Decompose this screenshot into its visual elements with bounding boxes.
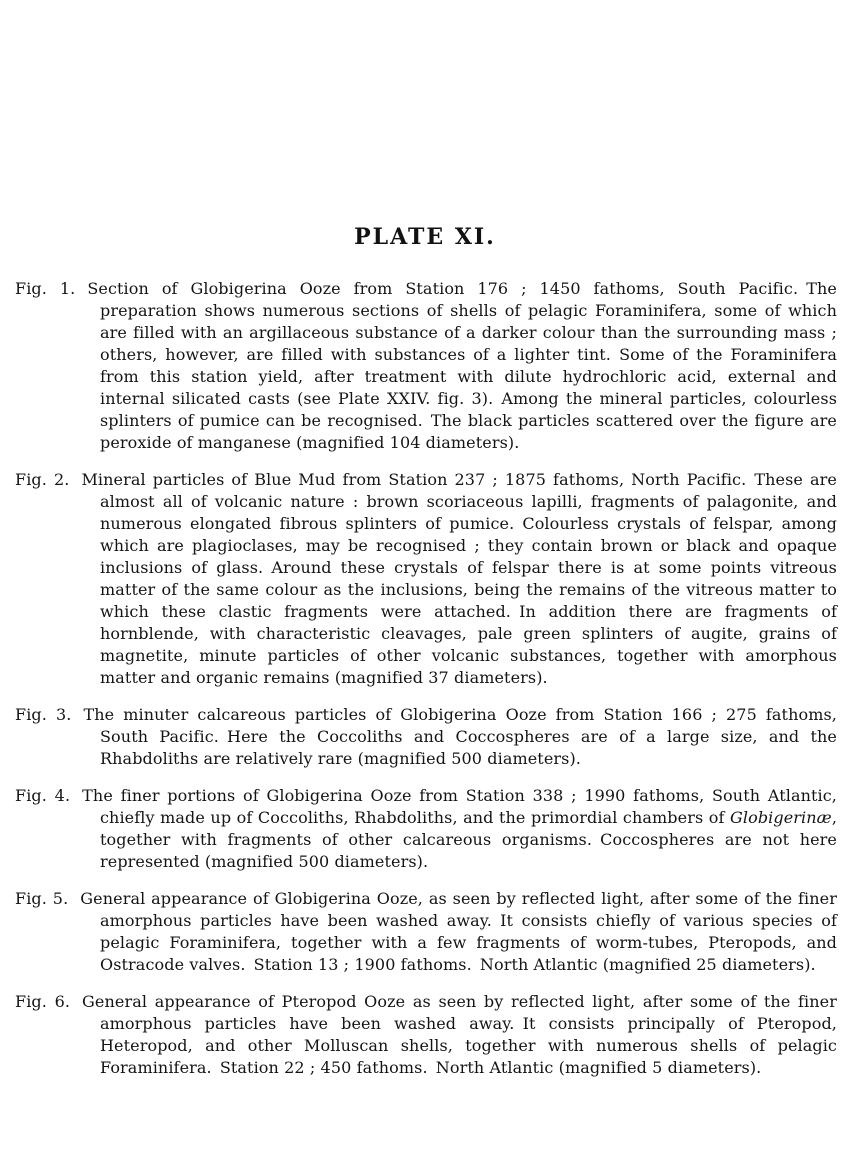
figure-caption-list [15, 278, 837, 1094]
figure-label: Fig. 5. [15, 889, 69, 908]
figure-entry [15, 278, 837, 454]
figure-label: Fig. 6. [15, 992, 71, 1011]
figure-label: Fig. 2. [15, 470, 70, 489]
figure-entry [15, 469, 837, 689]
figure-text: The minuter calcareous particles of Globigerina Ooze from Station 166 ; 275 fathoms, South Pacific. Here the Coccoliths and Coccospheres are of a large size, and the Rhabdoliths are relatively rare (magnified 500 diameters). [83, 705, 837, 768]
figure-entry [15, 991, 837, 1079]
figure-entry [15, 888, 837, 976]
figure-text: General appearance of Pteropod Ooze as seen by reflected light, after some of the finer amorphous particles have been washed away. It consists principally of Pteropod, Heteropod, and other Molluscan shells, together with numerous shells of pelagic Foraminifera. Station 22 ; 450 fathoms. North Atlantic (magnified 5 diameters). [82, 992, 837, 1077]
figure-label: Fig. 1. [15, 279, 76, 298]
figure-text: General appearance of Globigerina Ooze, as seen by reflected light, after some of the finer amorphous particles have been washed away. It consists chiefly of various species of pelagic Foraminifera, together with a few fragments of worm-tubes, Pteropods, and Ostracode valves. Station 13 ; 1900 fathoms. North Atlantic (magnified 25 diameters). [80, 889, 837, 974]
figure-label: Fig. 3. [15, 705, 72, 724]
figure-text: Section of Globigerina Ooze from Station 176 ; 1450 fathoms, South Pacific. The preparation shows numerous sections of shells of pelagic Foraminifera, some of which are filled with an argillaceous substance of a darker colour than the surrounding mass ; others, however, are filled with substances of a lighter tint. Some of the Foraminifera from this station yield, after treatment with dilute hydrochloric acid, external and internal silicated casts (see Plate XXIV. fig. 3). Among the mineral particles, colourless splinters of pumice can be recognised. The black particles scattered over the figure are peroxide of manganese (magnified 104 diameters). [87, 279, 837, 452]
figure-text: The finer portions of Globigerina Ooze from Station 338 ; 1990 fathoms, South Atlantic, chiefly made up of Coccoliths, Rhabdoliths, and the primordial chambers of Globigerinæ, together with fragments of other calcareous organisms. Coccospheres are not here represented (magnified 500 diameters). [82, 786, 837, 871]
figure-entry [15, 704, 837, 770]
figure-label: Fig. 4. [15, 786, 71, 805]
plate-title: PLATE XI. [354, 224, 496, 250]
figure-text: Mineral particles of Blue Mud from Station 237 ; 1875 fathoms, North Pacific. These are almost all of volcanic nature : brown scoriaceous lapilli, fragments of palagonite, and numerous elongated fibrous splinters of pumice. Colourless crystals of felspar, among which are plagioclases, may be recognised ; they contain brown or black and opaque inclusions of glass. Around these crystals of felspar there is at some points vitreous matter of the same colour as the inclusions, being the remains of the vitreous matter to which these clastic fragments were attached. In addition there are fragments of hornblende, with characteristic cleavages, pale green splinters of augite, grains of magnetite, minute particles of other volcanic substances, together with amorphous matter and organic remains (magnified 37 diameters). [81, 470, 837, 687]
figure-entry [15, 785, 837, 873]
